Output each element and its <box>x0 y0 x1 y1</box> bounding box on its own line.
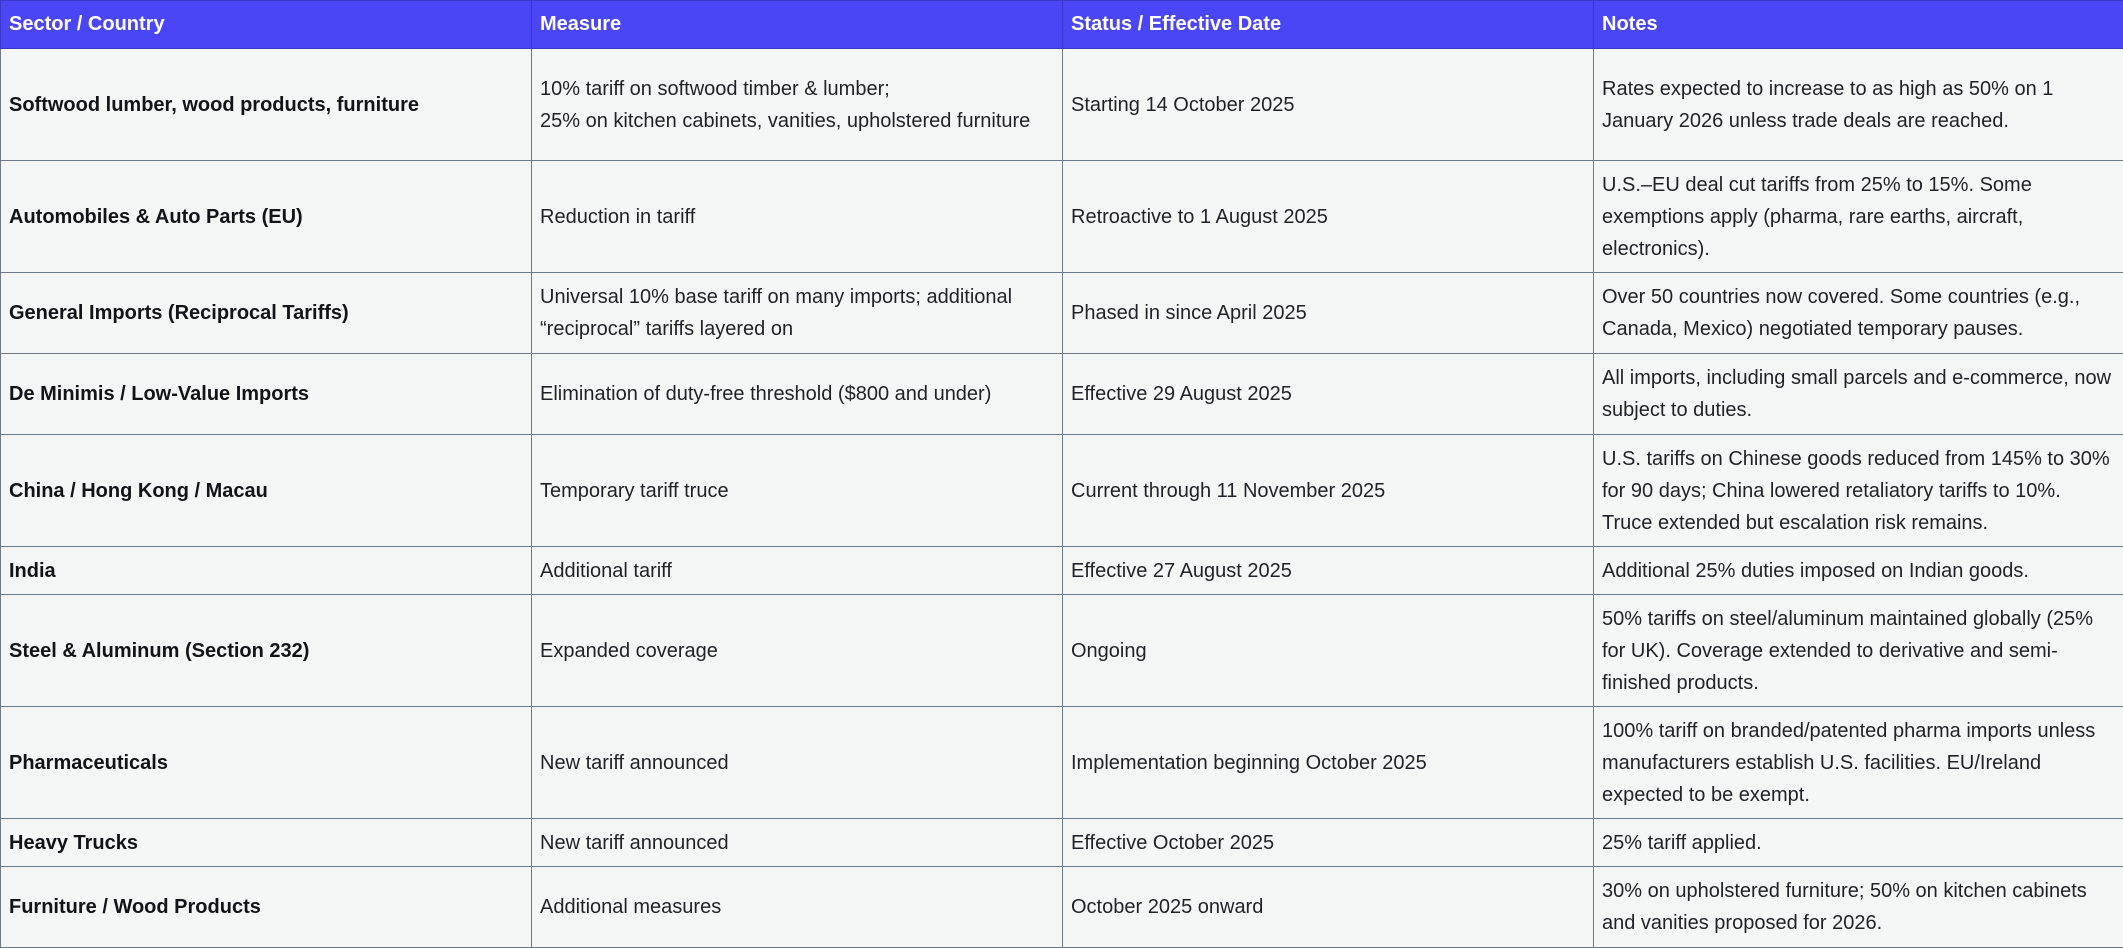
cell-sector: India <box>1 547 532 595</box>
table-row <box>1 867 2123 948</box>
cell-status: Effective 29 August 2025 <box>1063 354 1594 435</box>
table-row <box>1 49 2123 161</box>
cell-status: October 2025 onward <box>1063 867 1594 948</box>
table-row <box>1 547 2123 595</box>
cell-notes: U.S. tariffs on Chinese goods reduced from 145% to 30% for 90 days; China lowered retaliatory tariffs to 10%. Truce extended but escalation risk remains. <box>1594 435 2123 547</box>
cell-notes: Additional 25% duties imposed on Indian goods. <box>1594 547 2123 595</box>
cell-status: Implementation beginning October 2025 <box>1063 707 1594 819</box>
table-row <box>1 819 2123 867</box>
table-row <box>1 435 2123 547</box>
header-sector: Sector / Country <box>1 1 532 49</box>
cell-sector: De Minimis / Low-Value Imports <box>1 354 532 435</box>
cell-measure-line: 25% on kitchen cabinets, vanities, upholstered furniture <box>540 105 1054 137</box>
cell-notes: 100% tariff on branded/patented pharma imports unless manufacturers establish U.S. facilities. EU/Ireland expected to be exempt. <box>1594 707 2123 819</box>
cell-sector: Furniture / Wood Products <box>1 867 532 948</box>
cell-measure: Elimination of duty-free threshold ($800 and under) <box>532 354 1063 435</box>
cell-notes: All imports, including small parcels and e-commerce, now subject to duties. <box>1594 354 2123 435</box>
table-body <box>1 49 2123 948</box>
cell-notes: 25% tariff applied. <box>1594 819 2123 867</box>
cell-sector: Softwood lumber, wood products, furniture <box>1 49 532 161</box>
table-row <box>1 707 2123 819</box>
cell-sector: Automobiles & Auto Parts (EU) <box>1 161 532 273</box>
table-row <box>1 273 2123 354</box>
cell-measure: Additional measures <box>532 867 1063 948</box>
table-row <box>1 354 2123 435</box>
cell-measure: New tariff announced <box>532 707 1063 819</box>
cell-measure: Reduction in tariff <box>532 161 1063 273</box>
cell-sector: China / Hong Kong / Macau <box>1 435 532 547</box>
cell-sector: General Imports (Reciprocal Tariffs) <box>1 273 532 354</box>
cell-notes: 50% tariffs on steel/aluminum maintained globally (25% for UK). Coverage extended to derivative and semi-finished products. <box>1594 595 2123 707</box>
cell-measure-line: 10% tariff on softwood timber & lumber; <box>540 73 1054 105</box>
cell-notes: 30% on upholstered furniture; 50% on kitchen cabinets and vanities proposed for 2026. <box>1594 867 2123 948</box>
table-row <box>1 161 2123 273</box>
header-row <box>1 1 2123 49</box>
cell-measure: New tariff announced <box>532 819 1063 867</box>
cell-status: Effective 27 August 2025 <box>1063 547 1594 595</box>
cell-notes: Rates expected to increase to as high as 50% on 1 January 2026 unless trade deals are reached. <box>1594 49 2123 161</box>
cell-status: Phased in since April 2025 <box>1063 273 1594 354</box>
cell-sector: Pharmaceuticals <box>1 707 532 819</box>
cell-status: Effective October 2025 <box>1063 819 1594 867</box>
cell-notes: U.S.–EU deal cut tariffs from 25% to 15%. Some exemptions apply (pharma, rare earths, aircraft, electronics). <box>1594 161 2123 273</box>
table-header <box>1 1 2123 49</box>
cell-status: Current through 11 November 2025 <box>1063 435 1594 547</box>
cell-status: Ongoing <box>1063 595 1594 707</box>
cell-measure <box>532 49 1063 161</box>
header-status: Status / Effective Date <box>1063 1 1594 49</box>
cell-measure: Universal 10% base tariff on many imports; additional “reciprocal” tariffs layered on <box>532 273 1063 354</box>
cell-sector: Steel & Aluminum (Section 232) <box>1 595 532 707</box>
header-notes: Notes <box>1594 1 2123 49</box>
cell-status: Retroactive to 1 August 2025 <box>1063 161 1594 273</box>
cell-measure: Additional tariff <box>532 547 1063 595</box>
cell-status: Starting 14 October 2025 <box>1063 49 1594 161</box>
cell-measure: Expanded coverage <box>532 595 1063 707</box>
cell-sector: Heavy Trucks <box>1 819 532 867</box>
cell-measure: Temporary tariff truce <box>532 435 1063 547</box>
cell-notes: Over 50 countries now covered. Some countries (e.g., Canada, Mexico) negotiated temporary pauses. <box>1594 273 2123 354</box>
table-row <box>1 595 2123 707</box>
header-measure: Measure <box>532 1 1063 49</box>
